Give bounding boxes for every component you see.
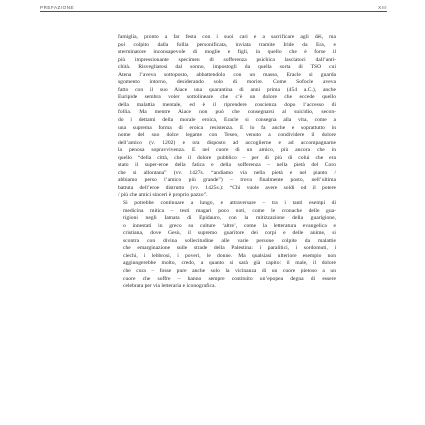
- paragraph-2: [118, 200, 336, 291]
- text-line: quello “della città, che il dolore pubblico – per di più di colui che era: [118, 154, 336, 161]
- text-line: più impressionante specimen di sofferenza psichica lasciatoci dall’anti-: [118, 56, 336, 63]
- text-line: Atena l’aveva sottoposto, abbattendolo con un masso, Eracle si guarda: [118, 71, 336, 78]
- text-line: cuore che soffre – hanno sempre costituito un’epopea degna di essere: [123, 275, 336, 282]
- text-line: aggiungerebbe molto, credo, a quanto si sarà già capito: il male, il dolore: [123, 260, 336, 267]
- text-line: che si allontana” (vv. 1427s. “andiamo via nella pietà e nel pianto /: [118, 169, 336, 176]
- text-line: che cura – fosse pure anche solo la vicinanza di un cuore pietoso a un: [123, 267, 336, 274]
- running-head-title: PREFAZIONE: [40, 5, 75, 10]
- paragraph-1: [118, 34, 336, 200]
- text-line: la penosa sopravvivenza. E nel cuore di un amico, più ancora che in: [118, 147, 336, 154]
- body-text: [118, 34, 336, 291]
- text-line: fatto con il suo Aiace una quarantina di anni prima (454 a.C.), anche: [118, 86, 336, 93]
- text-line: della malattia mentale, ed è il riprendere coscienza dopo l’accesso di: [118, 101, 336, 108]
- header-rule: [40, 11, 387, 12]
- text-line: Euripide sembra voler sottolineare che c’è un dolore che eccede quello: [118, 94, 336, 101]
- text-line: chità. Risvegliatosi dal sonno, impostogli da quella sorta di TSO cui: [118, 64, 336, 71]
- text-line: battuta dell’eroe distrutto (vv. 1425s.): “Chi vuole avere soldi od il potere: [118, 184, 336, 191]
- text-line: una suprema forma di eroica resistenza. E lo fa anche e soprattutto in: [118, 124, 336, 131]
- page-number: XIII: [378, 5, 387, 10]
- text-line: ciechi, i lebbrosi, i poveri, le donne. Ma qualsiasi ulteriore esempio non: [123, 252, 336, 259]
- text-line: do i dettami della morale eroica, Eracle si consegna alla vita, come a: [118, 117, 336, 124]
- text-line: stato il super-eroe della fatica e della sofferenza – nella pietà del Coro: [118, 162, 336, 169]
- text-line: rigioni negli Iamata di Epidauro, con la mitizzazione della guarigione,: [123, 215, 336, 222]
- text-line: sgomento intorno, desiderando solo di morire. Come Sofocle aveva: [118, 79, 336, 86]
- text-line: che emarginazione sulle strade della Palestina: i paralitici, i sordomuti, i: [123, 245, 336, 252]
- text-line: / più che amici sinceri è proprio pazzo”.: [118, 192, 208, 199]
- text-line: dell’amico (v. 1202) e ora disposto ad accoglierne e ad accompagnarne: [118, 139, 336, 146]
- text-line: famiglia, pronto a far festa con i suoi cari e a sacrificare agli dèi, ma: [118, 34, 336, 40]
- text-line: nome del suo dolce legame con Teseo, venuto a condividere il dolore: [118, 132, 336, 139]
- text-line: poi colpito dalla follia personificata, inviata tramite Iride da Era, e: [118, 41, 336, 48]
- text-line: Si potrebbe continuare a lungo, e attraversare – tra i tanti esempi di: [123, 200, 336, 207]
- text-line: follia. Ma mentre Aiace non può che consegnarsi al suicidio, secon-: [118, 109, 336, 116]
- text-line: o innestati in greco su culture ‘altre’, come la letteratura evangelica e: [123, 222, 336, 229]
- text-line: sterminatore inconsapevole di moglie e figli, in quello che è forse il: [118, 49, 336, 56]
- text-line: abbiamo perso l’amico più grande”) – trova finalmente posto, nell’ultima: [118, 177, 336, 184]
- text-line: cristiana, dove Gesù, il supremo guaritore dei corpi e delle anime, si: [123, 230, 336, 237]
- text-line: scontra con divina sollecitudine alle varie persone colpite da malattie: [123, 237, 336, 244]
- text-line: celebrata per via letteraria e iconografica.: [123, 283, 216, 290]
- text-line: medicina mitica – testi magari poco noti, come le cronache delle gua-: [123, 207, 336, 214]
